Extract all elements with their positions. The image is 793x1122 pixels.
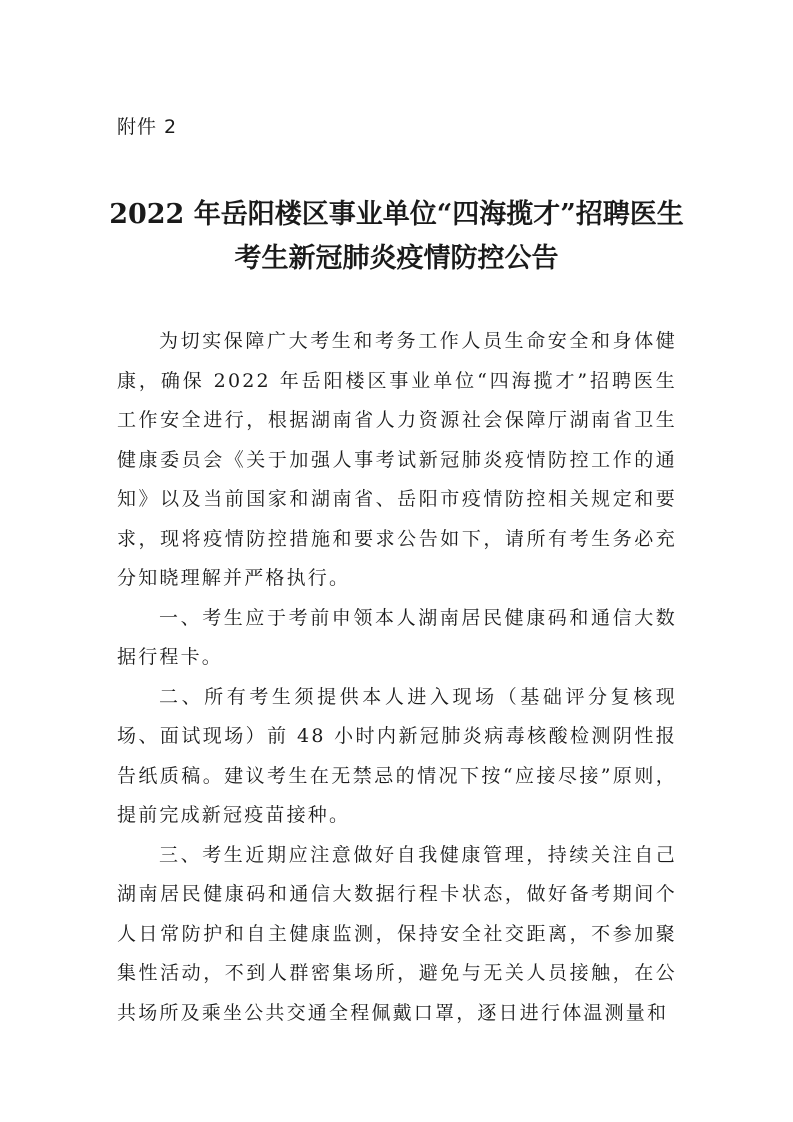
- paragraph-item-2: 二、所有考生须提供本人进入现场（基础评分复核现场、面试现场）前 48 小时内新冠肺炎病毒核酸检测阴性报告纸质稿。建议考生在无禁忌的情况下按“应接尽接”原则，提前完成新冠疫苗接种。: [117, 685, 677, 826]
- document-title: [100, 193, 693, 281]
- title-line-2: 考生新冠肺炎疫情防控公告: [234, 243, 559, 274]
- title-line-1: 2022 年岳阳楼区事业单位“四海揽才”招聘医生: [109, 199, 684, 230]
- paragraph-item-3: 三、考生近期应注意做好自我健康管理，持续关注自己湖南居民健康码和通信大数据行程卡状态，做好备考期间个人日常防护和自主健康监测，保持安全社交距离，不参加聚集性活动，不到人群密集场所，避免与无关人员接触，在公共场所及乘坐公共交通全程佩戴口罩，逐日进行体温测量和: [117, 843, 677, 1024]
- paragraph-item-1: 一、考生应于考前申领本人湖南居民健康码和通信大数据行程卡。: [117, 606, 677, 668]
- attachment-label: 附件 2: [117, 116, 178, 138]
- paragraph-intro: 为切实保障广大考生和考务工作人员生命安全和身体健康，确保 2022 年岳阳楼区事业单位“四海揽才”招聘医生工作安全进行，根据湖南省人力资源社会保障厅湖南省卫生健康委员会《关于加强人事考试新冠肺炎疫情防控工作的通知》以及当前国家和湖南省、岳阳市疫情防控相关规定和要求，现将疫情防控措施和要求公告如下，请所有考生务必充分知晓理解并严格执行。: [117, 330, 677, 589]
- document-body: [117, 322, 677, 1033]
